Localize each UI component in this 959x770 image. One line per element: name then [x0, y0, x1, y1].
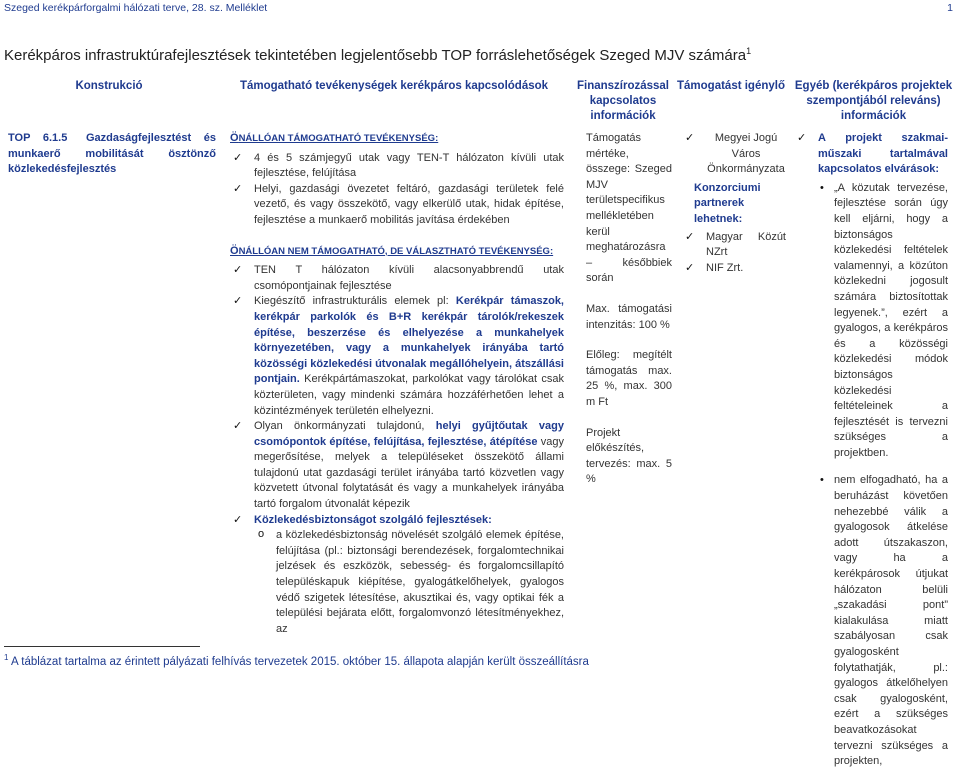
max-intensity-text: Max. támogatási intenzitás: 100 % [586, 302, 672, 331]
footnote-mark: 1 [4, 653, 9, 662]
page-title-text: Kerékpáros infrastruktúrafejlesztések tekintetében legjelentősebb TOP forráslehetőségek Szeged MJV számára [4, 47, 747, 64]
list-item: ✓ 4 és 5 számjegyű utak vagy TEN-T hálózaton kívüli utak fejlesztése, felújítása [230, 151, 564, 182]
sub-list-item: o a közlekedésbiztonság növelését szolgáló elemek építése, felújítása (pl.: biztonsági berendezések, forgalomtechnikai jelzések és eszközök, sebesség- és forgalomcsillapító településkapuk kiépítése, gyalogátkelőhelyek, gyalogos védő szigetek létesítése, akusztikai és, vagy optikai fék a települési bejárata előtt, forgalomvonzó létesítményekhez, az [254, 528, 564, 637]
partner-list [682, 230, 786, 277]
column-header-tamogatast-igenylo: Támogatást igénylő [677, 80, 785, 92]
activities-cell [230, 131, 564, 637]
running-header: Szeged kerékpárforgalmi hálózati terve, 28. sz. Melléklet [4, 2, 268, 14]
advance-payment-text: Előleg: megítélt támogatás max. 25 %, max. 300 m Ft [586, 349, 672, 408]
list-item: ✓ Olyan önkormányzati tulajdonú, helyi gyűjtőutak vagy csomópontok építése, felújítása, fejlesztése, átépítése vagy megerősítése, melyek a településeket összekötő állami tulajdonú utat gazdasági terület irányába tartó közvetlen vagy közvetett útvonal folytatását és vagy a munkahelyek irányába tartó forgalom útvonalát képezik [230, 419, 564, 513]
construction-name: Gazdaságfejlesztést és munkaerő mobilitását ösztönző közlekedésfejlesztés [8, 132, 216, 176]
column-header-egyeb: Egyéb (kerékpáros projektek szempontjából releváns) információk [794, 80, 953, 122]
list-item: ✓ NIF Zrt. [682, 261, 786, 277]
list-item: • „A közutak tervezése, fejlesztése során úgy kell eljárni, hogy a biztonságos közlekedési feltételek valamennyi, a közúton közlekedni jogosult számára biztosítottak legyenek.”, ezért a gyalogos, a kerékpáros és a közösségi közlekedési módok biztonságos közlekedési feltételeinek a fejlesztését is tervezni szükséges a projektben. [818, 181, 948, 462]
construction-cell [8, 131, 216, 178]
list-item: ✓ Kiegészítő infrastrukturális elemek pl: Kerékpár támaszok, kerékpár parkolók és B+R kerékpár tárolók/rekeszek építése, beszerzése és elhelyezése a munkahelyek környezetében, vagy a munkahelyek irányába tartó közösségi közlekedési útvonalak megállóhelyein, átszállási pontjain. Kerékpártámaszokat, parkolókat vagy tárolókat csak közterületen, vagy mindenki számára hozzáférhetően lehet a közintézmények területén elhelyezni. [230, 294, 564, 419]
list-item: • nem elfogadható, ha a beruházást követően nehezebbé válik a gyalogosok átkelése adott útszakaszon, vagy ha a kerékpárosok útjukat hálózaton belüli „szakadási pont” kialakulása miatt szabályosan csak gyalogosként folytathatják, pl.: gyalogos átkelőhelyen csak gyalogosként, ezért a szükséges beavatkozásokat tervezni szükséges a projekten, [818, 473, 948, 769]
construction-id: TOP 6.1.5 [8, 132, 68, 144]
footnote [4, 653, 589, 668]
applicant-list [682, 131, 786, 178]
list-item: ✓ A projekt szakmai-műszaki tartalmával kapcsolatos elvárások: • „A közutak tervezése, fejlesztése során úgy kell eljárni, hogy a biztonságos közlekedési feltételek valamennyi, a közúton közlekedni jogosult számára biztosítottak legyenek.”, ezért a gyalogos, a kerékpáros és a közösségi közlekedési módok biztonságos közlekedési feltételeinek a fejlesztését is tervezni szükséges a projektben. • nem elfogadható, ha a beruházást követően nehezebbé válik a gyalogosok átkelése adott útszakaszon, vagy ha a kerékpárosok útjukat hálózaton belüli „szakadási pont” kialakulása miatt szabályosan csak gyalogosként folytathatják, pl.: gyalogos átkelőhelyen csak gyalogosként, ezért a szükséges beavatkozásokat tervezni szükséges a projekten, [794, 131, 948, 770]
title-footnote-mark: 1 [746, 46, 752, 56]
page-title [4, 46, 751, 64]
column-header-tevekenysegek: Támogatható tevékenységek kerékpáros kapcsolódások [239, 80, 549, 92]
other-info-cell [794, 131, 948, 770]
footnote-divider [4, 646, 200, 647]
list-item: ✓ Magyar Közút NZrt [682, 230, 786, 261]
supported-activity-list [230, 151, 564, 229]
list-item: ✓ Helyi, gazdasági övezetet feltáró, gazdasági területek felé vezető, és vagy összekötő, vagy elkerülő utak, hidak építése, fejlesztése a munkaerő mobilitás javítása érdekében [230, 182, 564, 229]
list-item: ✓ Közlekedésbiztonságot szolgáló fejlesztések: o a közlekedésbiztonság növelését szolgáló elemek építése, felújítása (pl.: biztonsági berendezések, forgalomtechnikai jelzések és eszközök, sebesség- és forgalomcsillapító településkapuk kiépítése, gyalogátkelőhelyek, gyalogos védő szigetek létesítése, akusztikai és, vagy optikai fék a települési bejárata előtt, forgalomvonzó létesítményekhez, az [230, 513, 564, 638]
list-item: ✓ Megyei Jogú Város Önkormányzata [682, 131, 786, 178]
project-preparation-text: Projekt előkészítés, tervezés: max. 5 % [586, 426, 672, 486]
list-item: ✓ TEN T hálózaton kívüli alacsonyabbrendű utak csomópontjainak fejlesztése [230, 263, 564, 294]
column-header-konstrukcio: Konstrukció [75, 80, 143, 92]
footnote-text: A táblázat tartalma az érintett pályázati felhívás tervezetek 2015. október 15. állapota alapján került összeállításra [11, 655, 589, 668]
column-header-finanszirozas: Finanszírozással kapcsolatos információk [576, 80, 670, 122]
expectations-list [818, 181, 948, 770]
funding-amount-text: Támogatás mértéke, összege: Szeged MJV területspecifikus mellékletében kerül meghatározásra – későbbiek során [586, 132, 672, 285]
other-info-list [794, 131, 948, 770]
section-heading-supported: ÖNÁLLÓAN TÁMOGATHATÓ TEVÉKENYSÉG: [230, 132, 439, 144]
section-heading-optional: ÖNÁLLÓAN NEM TÁMOGATHATÓ, DE VÁLASZTHATÓ TEVÉKENYSÉG: [230, 244, 554, 257]
applicant-cell [682, 131, 786, 276]
safety-sub-list [254, 528, 564, 637]
page-number: 1 [947, 2, 953, 14]
optional-activity-list [230, 263, 564, 637]
consortium-label: Konzorciumi partnerek lehetnek: [694, 181, 761, 225]
financing-cell [586, 131, 672, 488]
